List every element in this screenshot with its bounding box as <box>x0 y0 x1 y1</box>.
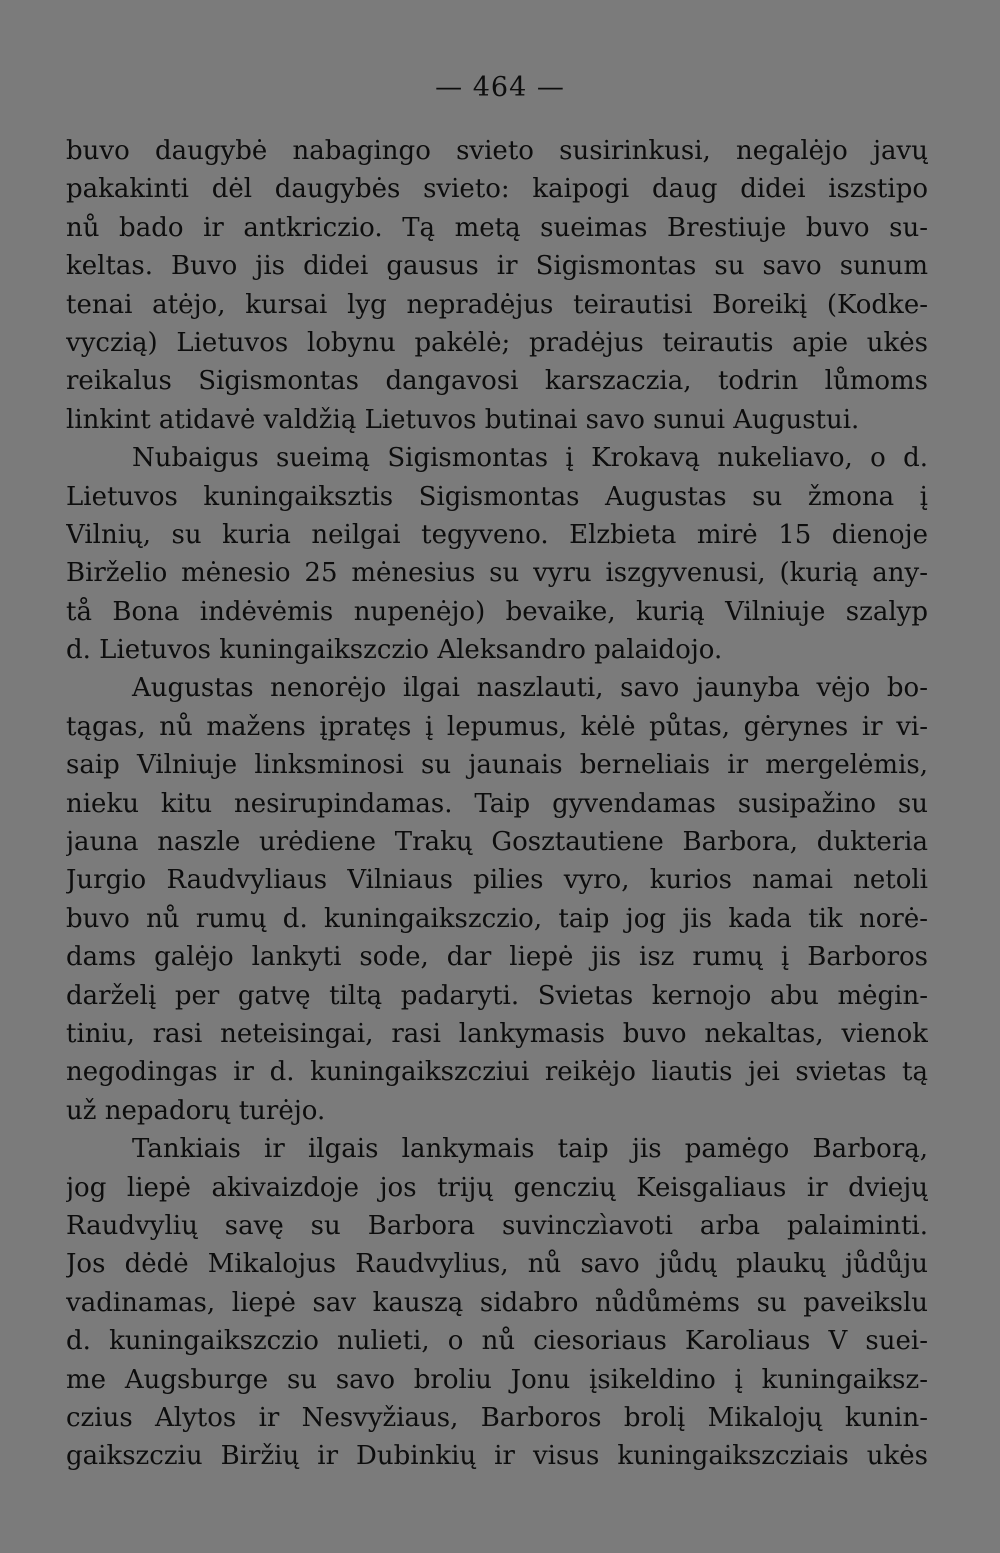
text-line: Raudvylių savę su Barbora suvinczìavoti arba palaiminti. <box>66 1210 928 1241</box>
text-line: Jurgio Raudvyliaus Vilniaus pilies vyro, kurios namai netoli <box>66 865 928 896</box>
text-line: vadinamas, liepė sav kauszą sidabro nůdůmėms su paveikslu <box>66 1287 928 1318</box>
text-line: buvo nů rumų d. kuningaikszczio, taip jog jis kada tik norė- <box>66 903 928 934</box>
text-line: vyczią) Lietuvos lobynu pakėlė; pradėjus teirautis apie ukės <box>66 327 928 358</box>
text-line: Jos dėdė Mikalojus Raudvylius, nů savo jůdų plaukų jůdůju <box>66 1249 928 1280</box>
text-line: gaikszcziu Biržių ir Dubinkių ir visus kuningaikszcziais ukės <box>66 1441 928 1472</box>
text-line: d. kuningaikszczio nulieti, o nů ciesoriaus Karoliaus V suei- <box>66 1326 928 1357</box>
text-line: d. Lietuvos kuningaikszczio Aleksandro palaidojo. <box>66 635 723 666</box>
text-line: Birželio mėnesio 25 mėnesius su vyru iszgyvenusi, (kurią any- <box>66 558 928 589</box>
text-line: nieku kitu nesirupindamas. Taip gyvendamas susipažino su <box>66 788 928 819</box>
text-line: tå Bona indėvėmis nupenėjo) bevaike, kurią Vilniuje szalyp <box>66 596 928 627</box>
text-line: negodingas ir d. kuningaikszcziui reikėjo liautis jei svietas tą <box>66 1057 928 1088</box>
text-line: jog liepė akivaizdoje jos trijų genczių Keisgaliaus ir dviejų <box>66 1172 928 1203</box>
text-line: keltas. Buvo jis didei gausus ir Sigismontas su savo sunum <box>66 251 928 282</box>
text-line: Vilnių, su kuria neilgai tegyveno. Elzbieta mirė 15 dienoje <box>66 519 928 550</box>
text-line: pakakinti dėl daugybės svieto: kaipogi daug didei iszstipo <box>66 174 928 205</box>
body-text <box>66 132 928 1476</box>
page-number: — 464 — <box>435 72 565 103</box>
text-line: darželį per gatvę tiltą padaryti. Svietas kernojo abu mėgin- <box>66 980 928 1011</box>
text-line: czius Alytos ir Nesvyžiaus, Barboros brolį Mikalojų kunin- <box>66 1402 928 1433</box>
text-line: tiniu, rasi neteisingai, rasi lankymasis buvo nekaltas, vienok <box>66 1018 928 1049</box>
text-line: Tankiais ir ilgais lankymais taip jis pamėgo Barborą, <box>132 1134 928 1165</box>
text-line: linkint atidavė valdžią Lietuvos butinai savo sunui Augustui. <box>66 404 860 435</box>
text-line: Nubaigus sueimą Sigismontas į Krokavą nukeliavo, o d. <box>132 443 928 474</box>
text-line: tągas, nů mažens įpratęs į lepumus, kėlė půtas, gėrynes ir vi- <box>66 711 928 742</box>
text-line: nů bado ir antkriczio. Tą metą sueimas Brestiuje buvo su- <box>66 212 928 243</box>
text-line: Augustas nenorėjo ilgai naszlauti, savo jaunyba vėjo bo- <box>132 673 928 704</box>
text-line: Lietuvos kuningaiksztis Sigismontas Augustas su žmona į <box>66 481 928 512</box>
text-line: tenai atėjo, kursai lyg nepradėjus teirautisi Boreikį (Kodke- <box>66 289 928 320</box>
text-line: buvo daugybė nabagingo svieto susirinkusi, negalėjo javų <box>66 136 928 166</box>
text-line: už nepadorų turėjo. <box>66 1095 326 1126</box>
text-line: dams galėjo lankyti sode, dar liepė jis isz rumų į Barboros <box>66 942 928 973</box>
text-line: me Augsburge su savo broliu Jonu įsikeldino į kuningaiksz- <box>66 1364 928 1395</box>
text-line: jauna naszle urėdiene Trakų Gosztautiene Barbora, dukteria <box>66 827 928 858</box>
text-line: saip Vilniuje linksminosi su jaunais berneliais ir mergelėmis, <box>66 750 928 781</box>
text-line: reikalus Sigismontas dangavosi karszaczia, todrin lůmoms <box>66 366 928 397</box>
